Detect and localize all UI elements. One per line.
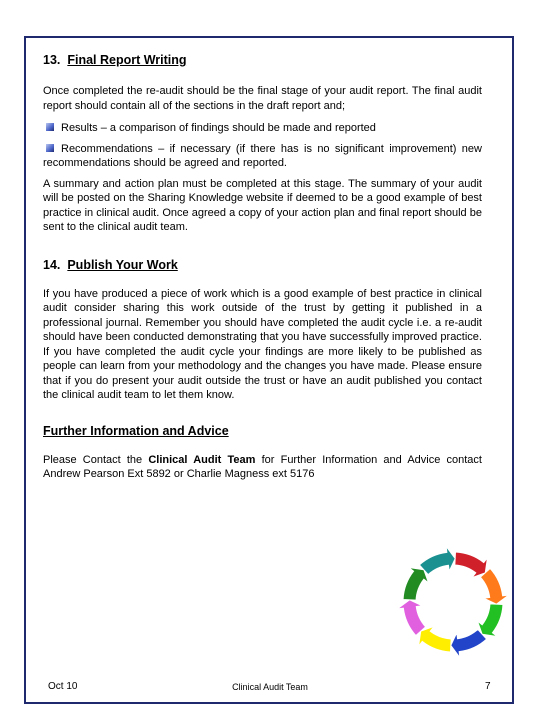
further-info-title: Further Information and Advice bbox=[43, 423, 229, 438]
bullet-results bbox=[43, 121, 482, 136]
cycle-arrow bbox=[451, 629, 487, 657]
section-13-number: 13. bbox=[43, 53, 61, 67]
cycle-arrow bbox=[480, 568, 508, 604]
section-14-number: 14. bbox=[43, 257, 61, 272]
bullet-results-text: Results – a comparison of findings should be made and reported bbox=[61, 122, 376, 134]
section-14-heading bbox=[43, 257, 482, 273]
footer-page-number: 7 bbox=[485, 681, 491, 692]
cycle-arrow bbox=[419, 546, 455, 574]
bullet-square-icon bbox=[46, 144, 54, 152]
further-info-body bbox=[43, 453, 482, 482]
page-content bbox=[43, 52, 482, 482]
cycle-arrow bbox=[403, 568, 428, 601]
cycle-arrow bbox=[419, 626, 452, 651]
further-info-heading bbox=[43, 423, 482, 439]
further-info-team: Clinical Audit Team bbox=[148, 453, 256, 466]
footer-date: Oct 10 bbox=[48, 681, 78, 692]
further-info-post: for Further Information and Advice contact Andrew Pearson Ext 5892 or Charlie Magness ext 5176 bbox=[43, 453, 482, 480]
bullet-recommendations bbox=[43, 142, 482, 171]
section-13-heading bbox=[43, 52, 482, 68]
footer-center: Clinical Audit Team bbox=[232, 682, 308, 692]
cycle-arrow bbox=[397, 600, 425, 636]
section-13-intro: Once completed the re-audit should be the final stage of your audit report. The final audit report should contain all of the sections in the draft report and; bbox=[43, 85, 482, 112]
section-13-title: Final Report Writing bbox=[67, 53, 187, 67]
further-info-pre: Please Contact the bbox=[43, 453, 149, 466]
section-14-title: Publish Your Work bbox=[67, 257, 178, 272]
audit-cycle-arrows-icon bbox=[395, 544, 511, 660]
cycle-arrow bbox=[455, 552, 488, 577]
bullet-recommendations-text: Recommendations – if necessary (if there has is no significant improvement) new recommendations should be agreed and reported. bbox=[43, 142, 482, 169]
section-14-body: If you have produced a piece of work which is a good example of best practice in clinical audit consider sharing this work outside of the trust by getting it published in a professional journal. Remember you should have completed the audit cycle i.e. a re-audit should have been conducted demonstrating that you have successfully improved practice. If you have completed the audit cycle your findings are more likely to be published as people can learn from your methodology and the changes you have made. Please ensure that if you do present your audit outside the trust or have an audit published you contact the clinical audit team to let them know. bbox=[43, 287, 482, 401]
cycle-arrow bbox=[477, 604, 502, 637]
section-13-summary: A summary and action plan must be completed at this stage. The summary of your audit will be posted on the Sharing Knowledge website if deemed to be a good example of best practice in clinical audit. Once agreed a copy of your action plan and final report should be sent to the clinical audit team. bbox=[43, 177, 482, 233]
bullet-square-icon bbox=[46, 123, 54, 131]
